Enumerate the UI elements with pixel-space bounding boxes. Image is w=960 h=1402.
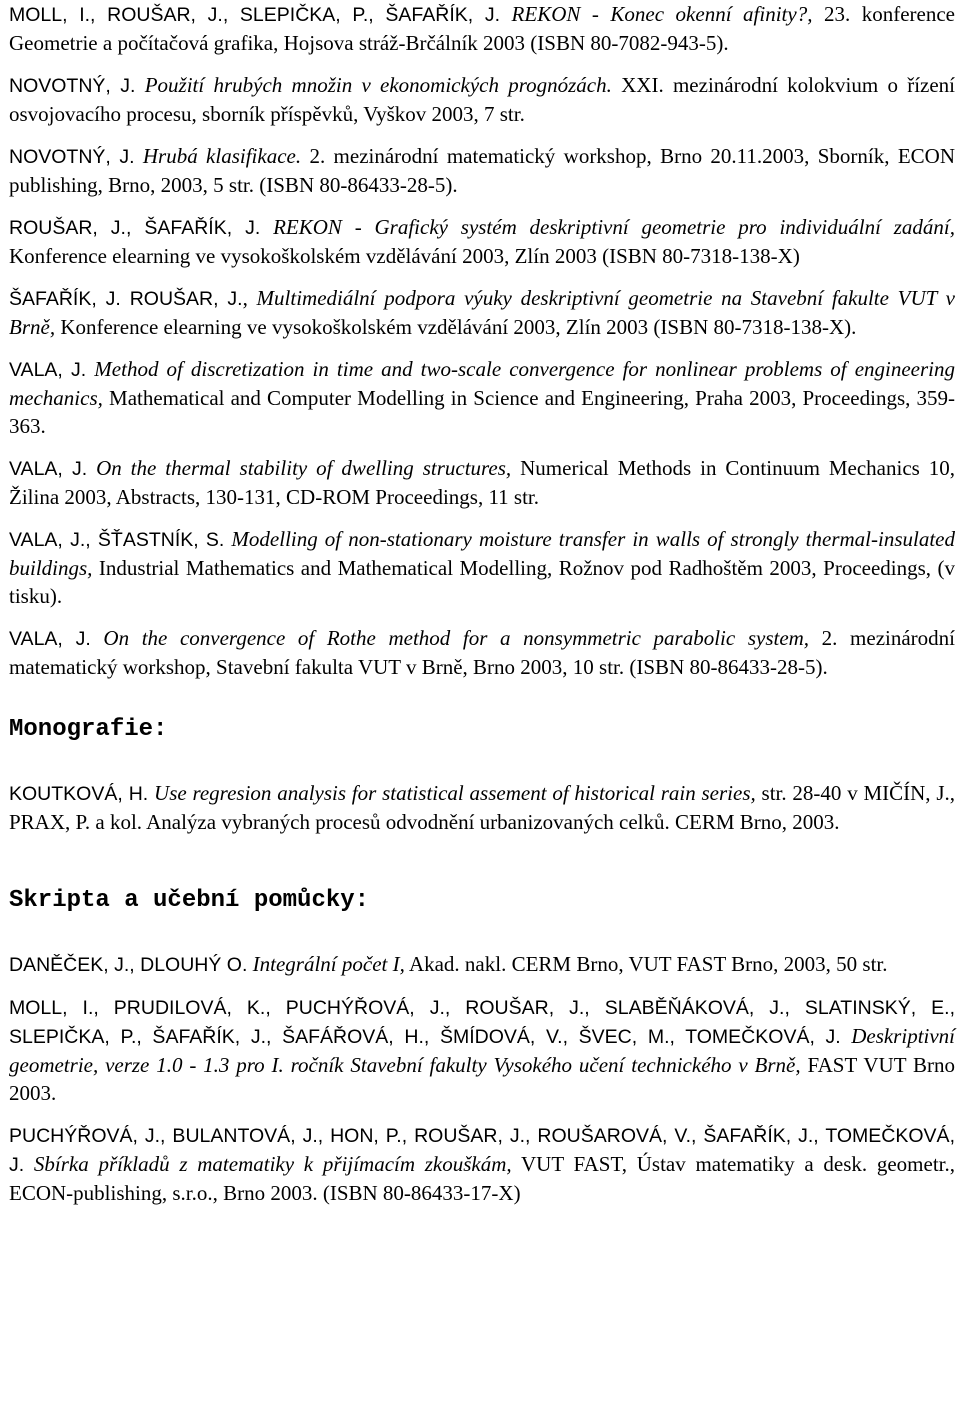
- reference-title: Integrální počet I,: [252, 952, 405, 976]
- reference-title: REKON - Grafický systém deskriptivní geometrie pro individuální zadání,: [273, 215, 955, 239]
- reference-authors: NOVOTNÝ, J.: [9, 75, 136, 97]
- reference-authors: MOLL, I., PRUDILOVÁ, K., PUCHÝŘOVÁ, J., ROUŠAR, J., SLABĚŇÁKOVÁ, J., SLATINSKÝ, E., SLEPIČKA, P., ŠAFAŘÍK, J., ŠAFÁŘOVÁ, H., ŠMÍDOVÁ, V., ŠVEC, M., TOMEČKOVÁ, J.: [9, 997, 955, 1048]
- reference-entry: [9, 355, 955, 440]
- separator: [87, 456, 96, 480]
- reference-title: Sbírka příkladů z matematiky k přijímacím zkouškám,: [33, 1152, 512, 1176]
- reference-entry: [9, 284, 955, 341]
- separator: [91, 626, 104, 650]
- reference-entry: [9, 779, 955, 836]
- reference-title: Použití hrubých množin v ekonomických prognózách.: [144, 73, 612, 97]
- reference-authors: PUCHÝŘOVÁ, J., BULANTOVÁ, J., HON, P., ROUŠAR, J., ROUŠAROVÁ, V., ŠAFAŘÍK, J., TOMEČKOVÁ, J.: [9, 1125, 955, 1176]
- publication-list: [9, 0, 955, 1207]
- reference-details: FAST VUT Brno 2003.: [9, 1053, 956, 1105]
- separator: ,: [242, 286, 257, 310]
- reference-details: XXI. mezinárodní kolokvium o řízení osvojovacího procesu, sborník příspěvků, Vyškov 2003, 7 str.: [9, 73, 956, 126]
- reference-entry: [9, 1121, 955, 1207]
- reference-title: Modelling of non-stationary moisture transfer in walls of strongly thermal-insulated buildings,: [9, 527, 956, 580]
- reference-details: Mathematical and Computer Modelling in Science and Engineering, Praha 2003, Proceedings, 359-363.: [9, 386, 955, 438]
- separator: [24, 1152, 34, 1176]
- reference-details: str. 28-40 v MIČÍN, J., PRAX, P. a kol. Analýza vybraných procesů odvodnění urbanizovaných celků. CERM Brno, 2003.: [9, 781, 956, 834]
- reference-authors: MOLL, I., ROUŠAR, J., SLEPIČKA, P., ŠAFAŘÍK, J.: [9, 4, 501, 26]
- reference-authors: ROUŠAR, J., ŠAFAŘÍK, J.: [9, 217, 261, 239]
- reference-authors: VALA, J.: [9, 628, 91, 650]
- reference-authors: DANĚČEK, J., DLOUHÝ O.: [9, 954, 248, 976]
- separator: [260, 215, 273, 239]
- reference-details: 2. mezinárodní matematický workshop, Stavební fakulta VUT v Brně, Brno 2003, 10 str. (ISBN 80-86433-28-5).: [9, 626, 956, 679]
- reference-details: Konference elearning ve vysokoškolském vzdělávání 2003, Zlín 2003 (ISBN 80-7318-138-X): [9, 244, 800, 268]
- section-heading-skripta: Skripta a učební pomůcky:: [9, 887, 370, 914]
- reference-title: Method of discretization in time and two-scale convergence for nonlinear problems of engineering mechanics,: [9, 357, 955, 410]
- separator: [135, 73, 144, 97]
- reference-details: Akad. nakl. CERM Brno, VUT FAST Brno, 2003, 50 str.: [404, 952, 888, 976]
- reference-title: Hrubá klasifikace.: [142, 144, 302, 168]
- reference-details: VUT FAST, Ústav matematiky a desk. geometr., ECON-publishing, s.r.o., Brno 2003. (ISBN 80-86433-17-X): [9, 1152, 956, 1205]
- reference-title: Deskriptivní geometrie, verze 1.0 - 1.3 pro I. ročník Stavební fakulty Vysokého učení technického v Brně,: [9, 1024, 956, 1077]
- reference-entry: [9, 142, 955, 199]
- reference-authors: VALA, J., ŠŤASTNÍK, S.: [9, 529, 225, 551]
- reference-title: REKON - Konec okenní afinity?,: [511, 2, 813, 26]
- reference-authors: VALA, J.: [9, 458, 88, 480]
- reference-details: 23. konference Geometrie a počítačová grafika, Hojsova stráž-Brčálník 2003 (ISBN 80-7082-943-5).: [9, 2, 955, 55]
- section-heading-monografie: Monografie:: [9, 716, 168, 743]
- reference-entry: [9, 454, 955, 511]
- reference-authors: VALA, J.: [9, 359, 87, 381]
- reference-entry: [9, 71, 955, 128]
- reference-details: Numerical Methods in Continuum Mechanics 10, Žilina 2003, Abstracts, 130-131, CD-ROM Proceedings, 11 str.: [9, 456, 956, 509]
- reference-details: Konference elearning ve vysokoškolském vzdělávání 2003, Zlín 2003 (ISBN 80-7318-138-X).: [55, 315, 857, 339]
- reference-title: Multimediální podpora výuky deskriptivní geometrie na Stavební fakulte VUT v Brně,: [9, 286, 955, 339]
- reference-authors: ŠAFAŘÍK, J. ROUŠAR, J.: [9, 288, 243, 310]
- separator: [135, 144, 143, 168]
- reference-details: Industrial Mathematics and Mathematical Modelling, Rožnov pod Radhoštěm 2003, Proceedings, (v tisku).: [9, 556, 955, 608]
- reference-title: On the thermal stability of dwelling structures,: [96, 456, 512, 480]
- reference-entry: [9, 525, 955, 610]
- reference-details: 2. mezinárodní matematický workshop, Brno 20.11.2003, Sborník, ECON publishing, Brno, 2003, 5 str. (ISBN 80-86433-28-5).: [9, 144, 955, 197]
- reference-entry: [9, 213, 955, 270]
- reference-authors: KOUTKOVÁ, H.: [9, 783, 149, 805]
- reference-entry: [9, 624, 955, 681]
- reference-title: Use regresion analysis for statistical assement of historical rain series,: [154, 781, 756, 805]
- reference-title: On the convergence of Rothe method for a nonsymmetric parabolic system,: [103, 626, 810, 650]
- separator: [500, 2, 512, 26]
- reference-entry: [9, 0, 955, 57]
- reference-entry: [9, 950, 955, 979]
- separator: [841, 1024, 852, 1048]
- reference-authors: NOVOTNÝ, J.: [9, 146, 135, 168]
- reference-entry: [9, 993, 955, 1107]
